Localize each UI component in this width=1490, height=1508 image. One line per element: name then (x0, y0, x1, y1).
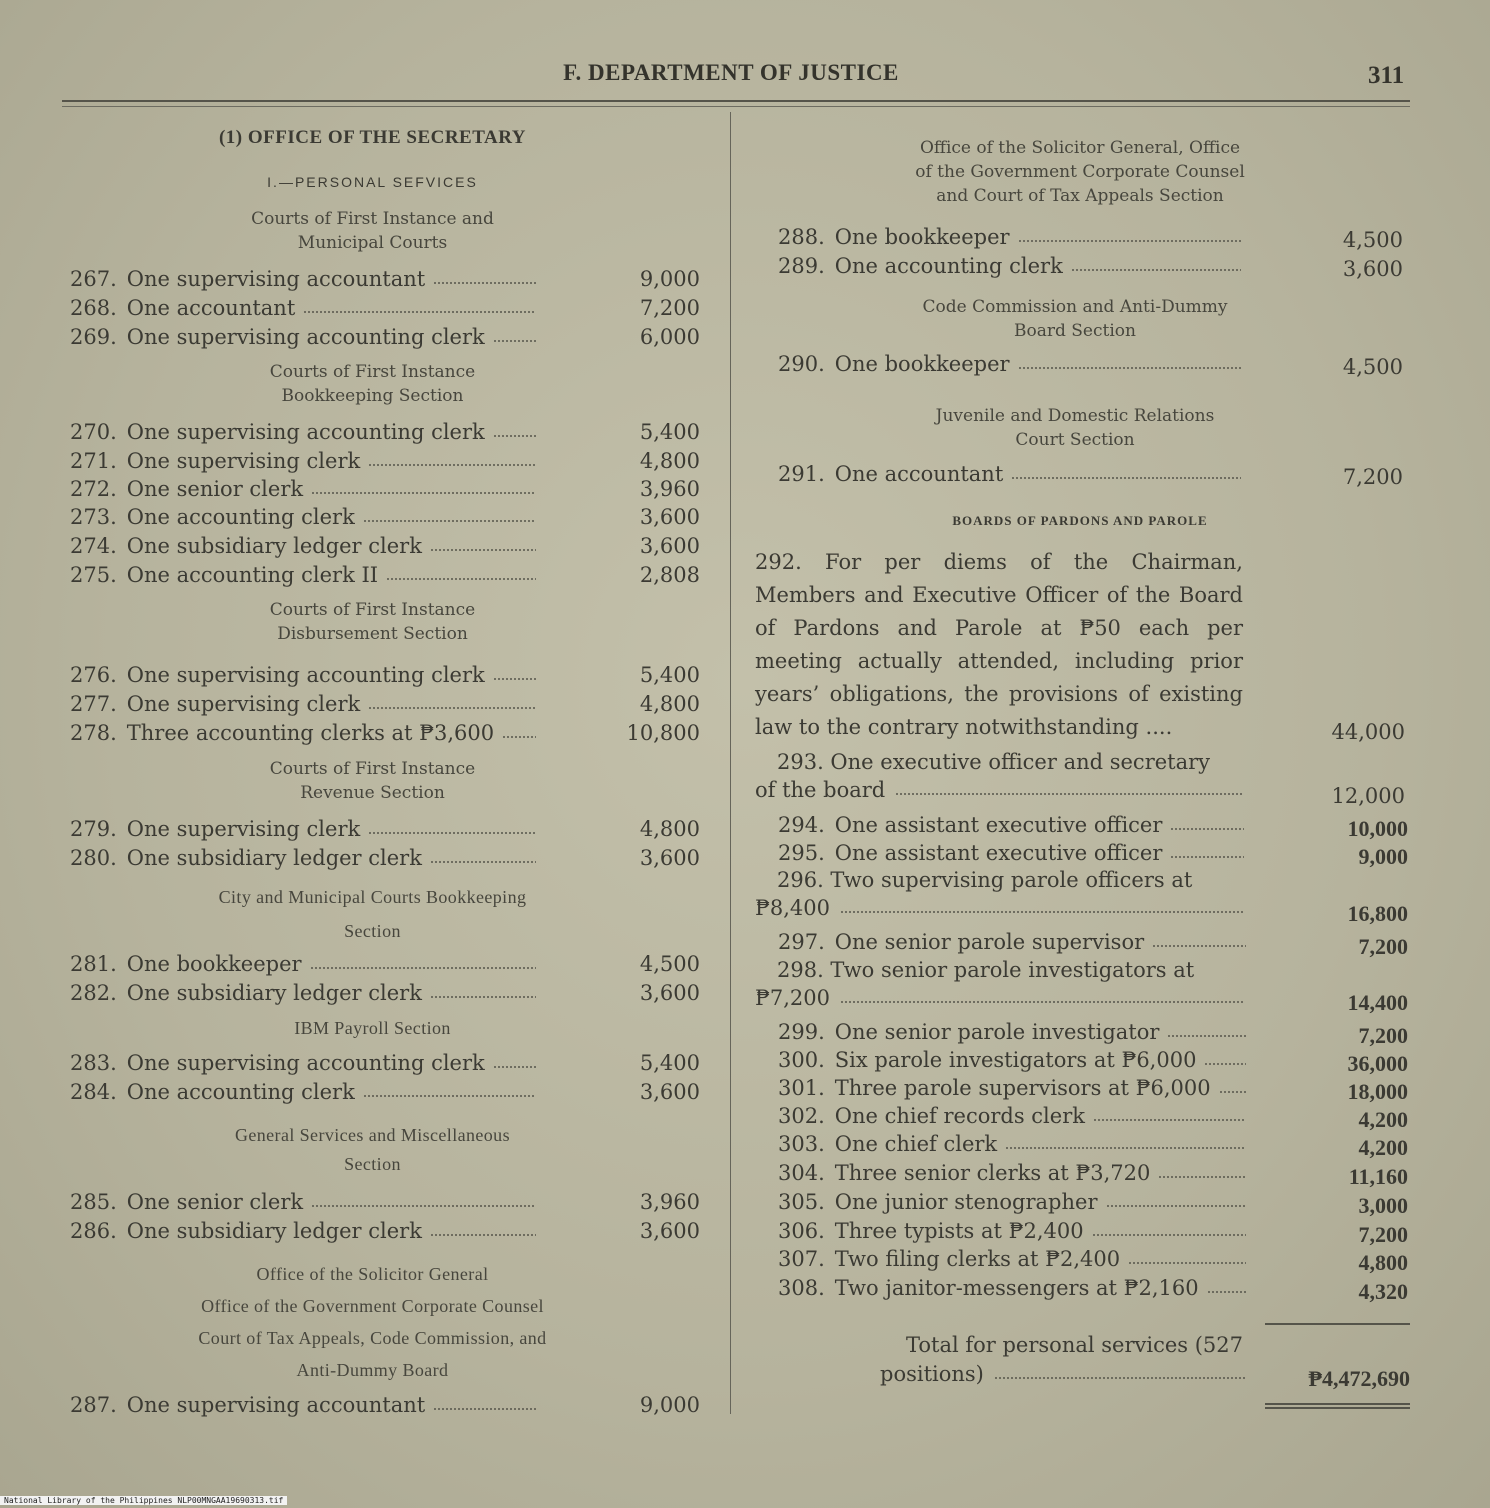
item-amount: 9,000 (639, 267, 700, 291)
item-number: 276. (70, 663, 117, 687)
item-number: 274. (70, 534, 117, 558)
total-line2: positions) (880, 1360, 1245, 1388)
item-number: 278. (70, 721, 117, 745)
item-number: 307. (778, 1247, 825, 1271)
item-number: 281. (70, 952, 117, 976)
total-rule (1265, 1323, 1410, 1325)
item-description: One bookkeeper (126, 952, 302, 976)
leader-dots (493, 435, 536, 437)
section-heading: Courts of First Instance Bookkeeping Section (269, 362, 476, 406)
item-amount: 2,808 (639, 563, 700, 587)
item-description: One supervising accountant (126, 1393, 426, 1417)
item-296-line2: ₱8,400 (755, 894, 1243, 922)
item-amount: 5,400 (639, 1051, 700, 1075)
leader-dots (311, 492, 536, 494)
leader-dots (1170, 828, 1244, 830)
item-293-line1: 293. One executive officer and secretary (777, 750, 1211, 774)
leader-dots (303, 311, 536, 313)
item-description: Two filing clerks at ₱2,400 (834, 1247, 1121, 1271)
list-item (70, 690, 536, 718)
item-number: 280. (70, 846, 117, 870)
list-item (70, 1049, 536, 1077)
item-292-text: 292. For per diems of the Chairman, Members and Executive Officer of the Board of Pardons and Parole at ₱50 each per meeting actually attended, including prior years’ obligations, the provisions of existing law to the contrary notwithstanding .... (755, 550, 1243, 739)
item-amount: 9,000 (639, 1393, 700, 1417)
item-amount: 7,200 (1358, 1222, 1408, 1247)
item-amount: 3,600 (639, 1080, 700, 1104)
item-amount: 3,600 (639, 1219, 700, 1243)
item-number: 283. (70, 1051, 117, 1075)
item-description: One assistant executive officer (834, 841, 1163, 865)
item-description: One accountant (126, 296, 296, 320)
list-item (70, 503, 536, 531)
leader-dots (1071, 269, 1241, 271)
leader-dots (368, 464, 536, 466)
item-description: One supervising clerk (126, 817, 361, 841)
item-description: One accounting clerk (834, 254, 1063, 278)
leader-dots (1011, 477, 1241, 479)
item-number: 291. (778, 462, 825, 486)
item-amount: 6,000 (639, 325, 700, 349)
item-amount: 3,600 (1342, 257, 1403, 281)
section-heading: City and Municipal Courts Bookkeeping Section (218, 887, 527, 941)
item-description: Two janitor-messengers at ₱2,160 (834, 1276, 1199, 1300)
list-item (778, 1074, 1246, 1102)
item-amount: 7,200 (1358, 1023, 1408, 1048)
leader-dots (502, 736, 536, 738)
item-description: One subsidiary ledger clerk (126, 846, 422, 870)
item-amount: 5,400 (639, 663, 700, 687)
item-number: 271. (70, 449, 117, 473)
item-number: 284. (70, 1080, 117, 1104)
leader-dots (1170, 856, 1244, 858)
list-item (778, 1018, 1246, 1046)
list-item (70, 1391, 536, 1419)
item-number: 286. (70, 1219, 117, 1243)
list-item (778, 811, 1244, 839)
list-item (70, 561, 536, 589)
item-description: One senior parole investigator (834, 1020, 1160, 1044)
item-296-line1: 296. Two supervising parole officers at (777, 868, 1193, 892)
section-heading: General Services and Miscellaneous Section (234, 1125, 510, 1174)
item-amount: 4,800 (639, 449, 700, 473)
leader-dots (1207, 1291, 1246, 1293)
leader-dots (1018, 367, 1241, 369)
item-amount: 3,600 (639, 534, 700, 558)
leader-dots (311, 1205, 536, 1207)
list-item (778, 1102, 1246, 1130)
item-description: Three typists at ₱2,400 (834, 1219, 1084, 1243)
list-item (778, 1188, 1246, 1216)
item-description: One chief records clerk (834, 1104, 1085, 1128)
list-item (778, 839, 1244, 867)
section-heading: Courts of First Instance Revenue Section (269, 759, 476, 803)
item-number: 277. (70, 692, 117, 716)
list-item (70, 532, 536, 560)
item-amount: 3,960 (639, 477, 700, 501)
item-amount: 4,500 (639, 952, 700, 976)
leader-dots (493, 1066, 536, 1068)
item-description: One accountant (834, 462, 1004, 486)
item-description: One supervising accounting clerk (126, 1051, 485, 1075)
item-number: 268. (70, 296, 117, 320)
leader-dots (1128, 1262, 1246, 1264)
list-item (778, 1159, 1246, 1187)
item-amount: 7,200 (1342, 465, 1403, 489)
item-description: One supervising accounting clerk (126, 420, 485, 444)
leader-dots (368, 707, 536, 709)
item-amount: 4,800 (639, 692, 700, 716)
total-amount: ₱4,472,690 (1308, 1366, 1410, 1391)
list-item (70, 418, 536, 446)
item-amount: 5,400 (639, 420, 700, 444)
section-heading: Office of the Solicitor General, Office of the Government Corporate Counsel and Court of Tax Appeals Section (915, 138, 1245, 206)
item-amount: 7,200 (639, 296, 700, 320)
item-amount: 4,800 (639, 817, 700, 841)
item-number: 288. (778, 225, 825, 249)
item-number: 290. (778, 352, 825, 376)
column-divider (730, 112, 731, 1414)
item-description: Six parole investigators at ₱6,000 (834, 1048, 1197, 1072)
item-description: One assistant executive officer (834, 813, 1163, 837)
item-description: One supervising accounting clerk (126, 325, 485, 349)
leader-dots (363, 520, 536, 522)
item-number: 282. (70, 981, 117, 1005)
item-description: One accounting clerk (126, 505, 355, 529)
item-number: 285. (70, 1190, 117, 1214)
item-description: Three parole supervisors at ₱6,000 (834, 1076, 1211, 1100)
list-item (778, 1217, 1246, 1245)
item-number: 306. (778, 1219, 825, 1243)
item-number: 305. (778, 1190, 825, 1214)
item-description: One supervising accounting clerk (126, 663, 485, 687)
total-double-rule (1265, 1403, 1410, 1405)
list-item (778, 223, 1241, 251)
item-amount: 10,800 (626, 721, 700, 745)
item-number: 287. (70, 1393, 117, 1417)
item-number: 269. (70, 325, 117, 349)
total-double-rule (1265, 1407, 1410, 1409)
item-description: One subsidiary ledger clerk (126, 534, 422, 558)
item-description: Three senior clerks at ₱3,720 (834, 1161, 1151, 1185)
leader-dots (1093, 1119, 1246, 1121)
item-number: 267. (70, 267, 117, 291)
item-amount: 3,600 (639, 505, 700, 529)
item-description: One supervising clerk (126, 692, 361, 716)
leader-dots (310, 967, 536, 969)
item-description: One supervising accountant (126, 267, 426, 291)
header-rule (62, 100, 1410, 102)
item-297-amount: 7,200 (1358, 934, 1408, 959)
item-amount: 36,000 (1347, 1051, 1408, 1076)
section-heading: IBM Payroll Section (294, 1018, 451, 1038)
item-number: 273. (70, 505, 117, 529)
leader-dots (1092, 1234, 1246, 1236)
leader-dots (430, 549, 536, 551)
leader-dots (1018, 240, 1241, 242)
section-heading: Courts of First Instance and Municipal Courts (251, 209, 494, 253)
item-298-line1: 298. Two senior parole investigators at (777, 958, 1195, 982)
item-number: 304. (778, 1161, 825, 1185)
list-item (70, 1078, 536, 1106)
item-number: 301. (778, 1076, 825, 1100)
leader-dots (493, 678, 536, 680)
list-item (778, 1046, 1246, 1074)
item-amount: 4,500 (1342, 355, 1403, 379)
page-title: F. DEPARTMENT OF JUSTICE (563, 60, 899, 85)
leader-dots (386, 578, 536, 580)
section-heading: BOARDS OF PARDONS AND PAROLE (952, 513, 1208, 528)
leader-dots (363, 1095, 536, 1097)
list-item (70, 447, 536, 475)
item-amount: 3,000 (1358, 1193, 1408, 1218)
item-number: 270. (70, 420, 117, 444)
item-description: One accounting clerk (126, 1080, 355, 1104)
list-item (70, 844, 536, 872)
leader-dots (430, 861, 536, 863)
item-298-amount: 14,400 (1347, 990, 1408, 1015)
item-description: One junior stenographer (834, 1190, 1098, 1214)
page-number: 311 (1368, 62, 1405, 89)
leader-dots (1167, 1035, 1246, 1037)
leader-dots (1005, 1147, 1246, 1149)
item-amount: 18,000 (1347, 1079, 1408, 1104)
list-item (70, 1188, 536, 1216)
item-292-amount: 44,000 (1331, 720, 1405, 744)
item-amount: 4,200 (1358, 1135, 1408, 1160)
item-amount: 3,600 (639, 846, 700, 870)
list-item (778, 350, 1241, 378)
item-number: 302. (778, 1104, 825, 1128)
item-description: One subsidiary ledger clerk (126, 1219, 422, 1243)
leader-dots (493, 340, 536, 342)
item-296-amount: 16,800 (1347, 901, 1408, 926)
item-description: One senior clerk (126, 1190, 304, 1214)
office-title: (1) OFFICE OF THE SECRETARY (218, 127, 526, 148)
leader-dots (1204, 1063, 1246, 1065)
leader-dots (1158, 1176, 1246, 1178)
section-heading: Juvenile and Domestic Relations Court Section (935, 406, 1215, 450)
leader-dots (1106, 1205, 1247, 1207)
list-item (778, 1274, 1246, 1302)
total-line1: Total for personal services (527 (905, 1333, 1243, 1357)
section-heading: Office of the Solicitor General Office of the Government Corporate Counsel Court of Tax Appeals, Code Commission, and Anti-Dummy Board (198, 1264, 547, 1380)
item-amount: 4,320 (1358, 1279, 1408, 1304)
item-description: One bookkeeper (834, 352, 1010, 376)
leader-dots (430, 996, 536, 998)
item-description: One chief clerk (834, 1132, 998, 1156)
list-item (70, 294, 536, 322)
list-item (778, 460, 1241, 488)
list-item (70, 979, 536, 1007)
item-297: 297. One senior parole supervisor (778, 928, 1246, 956)
item-number: 294. (778, 813, 825, 837)
item-description: One senior clerk (126, 477, 304, 501)
list-item (778, 252, 1241, 280)
item-amount: 3,960 (639, 1190, 700, 1214)
item-number: 275. (70, 563, 117, 587)
list-item (70, 950, 536, 978)
leader-dots (1219, 1091, 1246, 1093)
item-description: Three accounting clerks at ₱3,600 (126, 721, 495, 745)
list-item (70, 265, 536, 293)
item-number: 303. (778, 1132, 825, 1156)
item-amount: 4,200 (1358, 1107, 1408, 1132)
section-heading: Code Commission and Anti-Dummy Board Section (922, 297, 1228, 341)
list-item (70, 719, 536, 747)
header-rule-thin (62, 106, 1410, 107)
list-item (778, 1245, 1246, 1273)
item-amount: 11,160 (1348, 1164, 1408, 1189)
item-number: 279. (70, 817, 117, 841)
item-number: 300. (778, 1048, 825, 1072)
list-item (70, 815, 536, 843)
item-number: 308. (778, 1276, 825, 1300)
list-item (70, 661, 536, 689)
leader-dots (433, 282, 536, 284)
item-amount: 3,600 (639, 981, 700, 1005)
item-number: 299. (778, 1020, 825, 1044)
item-amount: 10,000 (1347, 816, 1408, 841)
personal-services-title: I.—PERSONAL SEFVICES (267, 174, 478, 190)
item-amount: 4,500 (1342, 228, 1403, 252)
item-number: 289. (778, 254, 825, 278)
list-item (70, 323, 536, 351)
item-amount: 9,000 (1358, 844, 1408, 869)
leader-dots (368, 832, 536, 834)
list-item (778, 1130, 1246, 1158)
item-293-line2: of the board (755, 776, 1243, 804)
item-298-line2: ₱7,200 (755, 984, 1243, 1012)
item-description: One bookkeeper (834, 225, 1010, 249)
item-293-amount: 12,000 (1331, 784, 1405, 808)
item-description: One supervising clerk (126, 449, 361, 473)
list-item (70, 475, 536, 503)
item-number: 272. (70, 477, 117, 501)
list-item (70, 1217, 536, 1245)
item-description: One subsidiary ledger clerk (126, 981, 422, 1005)
leader-dots (433, 1408, 536, 1410)
item-description: One accounting clerk II (126, 563, 379, 587)
item-amount: 4,800 (1358, 1250, 1408, 1275)
leader-dots (430, 1234, 536, 1236)
section-heading: Courts of First Instance Disbursement Section (269, 600, 476, 644)
source-footer: National Library of the Philippines NLP00MNGAA19690313.tif (0, 1496, 287, 1505)
item-number: 295. (778, 841, 825, 865)
